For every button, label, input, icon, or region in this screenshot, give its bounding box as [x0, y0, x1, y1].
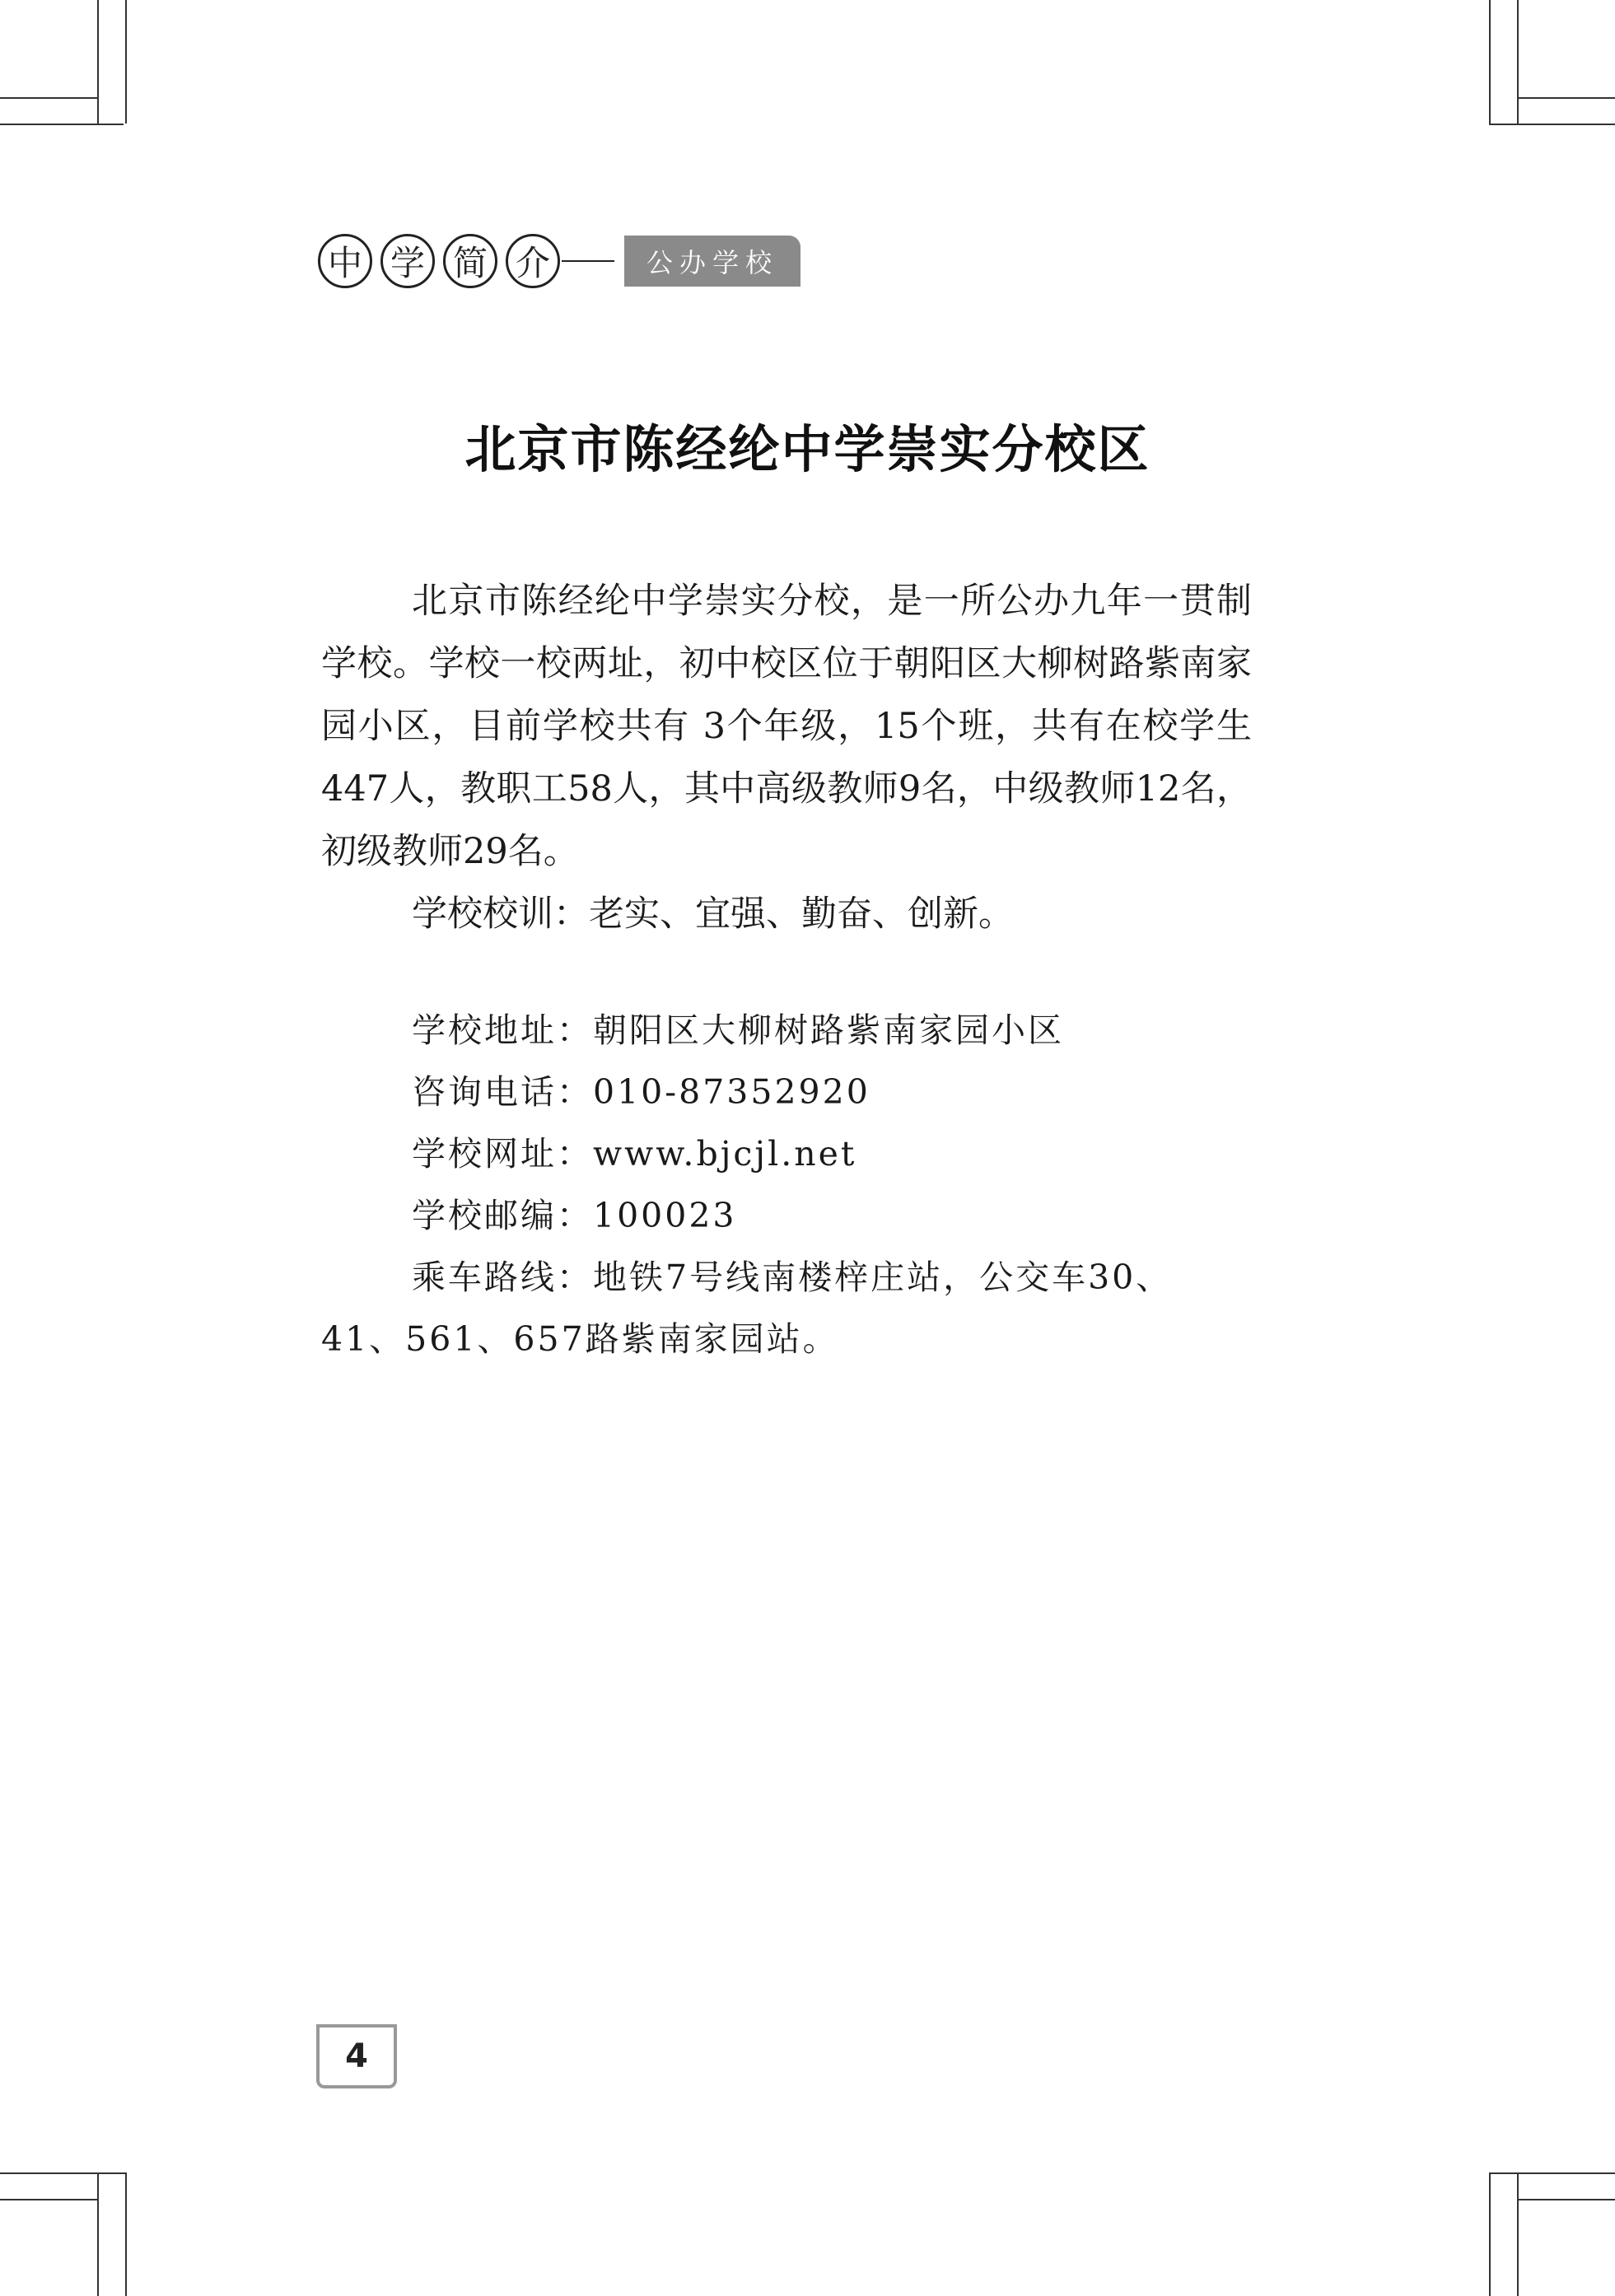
- transit-line-cont: 41、561、657路紫南家园站。: [321, 1319, 839, 1359]
- motto-paragraph: 学校校训：老实、宜强、勤奋、创新。: [412, 894, 1014, 935]
- page-number: [316, 2024, 397, 2088]
- postcode-line: 学校邮编：100023: [412, 1196, 737, 1235]
- crop-mark: [125, 0, 127, 124]
- phone-line: 咨询电话：010-87352920: [412, 1072, 871, 1112]
- crop-mark: [1517, 2172, 1519, 2296]
- crop-mark: [1489, 2172, 1615, 2174]
- crop-mark: [1489, 0, 1491, 124]
- crop-mark: [97, 0, 99, 124]
- transit-line: 乘车路线：地铁7号线南楼梓庄站，公交车30、: [412, 1258, 1173, 1297]
- header-char: 简: [443, 234, 497, 288]
- crop-mark: [0, 2172, 125, 2174]
- crop-mark: [0, 124, 124, 125]
- info-list: [321, 1000, 1252, 1370]
- intro-paragraph: 北京市陈经纶中学崇实分校，是一所公办九年一贯制学校。学校一校两址，初中校区位于朝阳区大柳树路紫南家园小区，目前学校共有 3个年级，15个班，共有在校学生447人，教职工58人，其中高级教师9名，中级教师12名，初级教师29名。: [321, 581, 1252, 872]
- header-char: 中: [318, 234, 372, 288]
- category-badge: 公办学校: [624, 236, 800, 287]
- website-line: 学校网址：www.bjcjl.net: [412, 1134, 857, 1174]
- crop-mark: [97, 2172, 99, 2296]
- crop-mark: [1489, 124, 1615, 125]
- page-number-text: 4: [345, 2037, 368, 2075]
- header-divider: [562, 260, 614, 262]
- crop-mark: [1489, 2172, 1491, 2296]
- crop-mark: [0, 97, 97, 99]
- crop-mark: [1517, 0, 1519, 124]
- header-char: 介: [506, 234, 560, 288]
- crop-mark: [0, 2199, 97, 2200]
- page-title: 北京市陈经纶中学崇实分校区: [464, 419, 1151, 479]
- crop-mark: [125, 2172, 127, 2296]
- header-char: 学: [380, 234, 435, 288]
- crop-mark: [1517, 2199, 1615, 2200]
- address-line: 学校地址：朝阳区大柳树路紫南家园小区: [412, 1010, 1064, 1050]
- crop-mark: [1517, 97, 1615, 99]
